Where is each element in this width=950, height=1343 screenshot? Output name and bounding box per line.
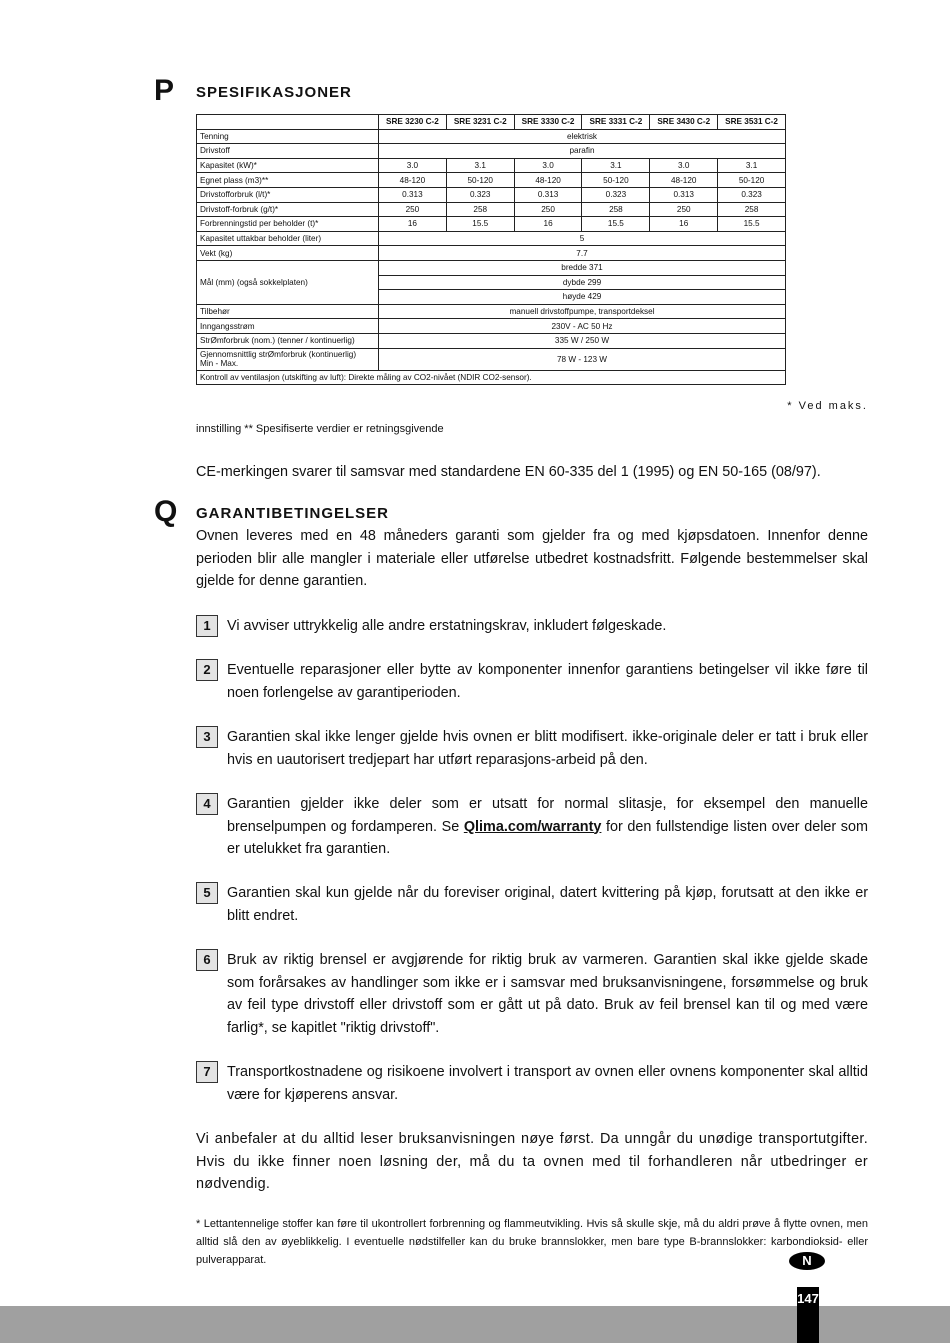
row-value: 7.7 <box>379 246 786 261</box>
model-header: SRE 3430 C-2 <box>650 115 718 130</box>
row-value: 230V - AC 50 Hz <box>379 319 786 334</box>
closing-paragraph: Vi anbefaler at du alltid leser bruksanvisningen nøye først. Da unngår du unødige transportutgifter. Hvis du ikke finner noen løsning der, må du ta ovnen med til forhandleren når utbedringer er nødvendig. <box>196 1131 868 1192</box>
row-value: 48-120 <box>379 173 447 188</box>
warranty-item-text: Vi avviser uttrykkelig alle andre erstatningskrav, inkludert følgeskade. <box>227 618 667 634</box>
row-value: 16 <box>379 217 447 232</box>
row-label-line: Gjennomsnittlig strØmforbruk (kontinuerlig) <box>200 349 357 359</box>
table-row <box>197 144 786 159</box>
row-value: 0.313 <box>514 187 582 202</box>
row-value: 15.5 <box>582 217 650 232</box>
row-value: 0.323 <box>582 187 650 202</box>
row-value: 250 <box>514 202 582 217</box>
warranty-item-text: Garantien skal ikke lenger gjelde hvis ovnen er blitt modifisert. ikke-originale deler er tatt i bruk eller hvis en uautorisert tredjepart har utført reparasjons-arbeid på den. <box>227 729 868 768</box>
ce-marking-text: CE-merkingen svarer til samsvar med standardene EN 60-335 del 1 (1995) og EN 50-165 (08/97). <box>196 464 821 480</box>
row-value: 16 <box>514 217 582 232</box>
table-row <box>197 304 786 319</box>
section-letter-q: Q <box>154 495 178 528</box>
language-badge: N <box>789 1252 825 1270</box>
table-row <box>197 202 786 217</box>
row-value: manuell drivstoffpumpe, transportdeksel <box>379 304 786 319</box>
row-value: 78 W - 123 W <box>379 348 786 370</box>
specifications-table <box>196 114 786 385</box>
table-row <box>197 129 786 144</box>
row-value: 3.0 <box>514 158 582 173</box>
row-label: Tenning <box>197 129 379 144</box>
row-value: 258 <box>446 202 514 217</box>
row-value: 0.323 <box>446 187 514 202</box>
row-value: 3.0 <box>379 158 447 173</box>
row-label: Drivstoff <box>197 144 379 159</box>
table-header-row <box>197 115 786 130</box>
row-label: StrØmforbruk (nom.) (tenner / kontinuerlig) <box>197 333 379 348</box>
item-number-badge: 2 <box>196 659 218 681</box>
row-value: 250 <box>379 202 447 217</box>
row-label: Vekt (kg) <box>197 246 379 261</box>
table-row <box>197 333 786 348</box>
row-value: 3.1 <box>582 158 650 173</box>
row-label: Egnet plass (m3)** <box>197 173 379 188</box>
row-value: 258 <box>718 202 786 217</box>
model-header: SRE 3531 C-2 <box>718 115 786 130</box>
row-value: 5 <box>379 231 786 246</box>
warranty-item-text: Garantien skal kun gjelde når du foreviser original, datert kvittering på kjøp, forutsatt at den ikke er blitt endret. <box>227 885 868 924</box>
row-label: Forbrenningstid per beholder (t)* <box>197 217 379 232</box>
row-value: 48-120 <box>650 173 718 188</box>
section-title-spesifikasjoner: SPESIFIKASJONER <box>196 84 352 101</box>
row-value: 335 W / 250 W <box>379 333 786 348</box>
row-label <box>197 348 379 370</box>
row-label: Tilbehør <box>197 304 379 319</box>
warranty-item-text <box>227 793 868 861</box>
row-value: 3.1 <box>718 158 786 173</box>
row-value: 0.313 <box>650 187 718 202</box>
row-value: 15.5 <box>718 217 786 232</box>
row-value: 250 <box>650 202 718 217</box>
row-value: 258 <box>582 202 650 217</box>
table-footer-note: Kontroll av ventilasjon (utskifting av luft): Direkte måling av CO2-nivået (NDIR CO2-sensor). <box>197 370 786 385</box>
warranty-link[interactable]: Qlima.com/warranty <box>463 818 602 835</box>
item-text-part: Garantien gjelder ikke deler som er utsatt for normal slitasje, for eksempel den manuelle brenselpumpen og fordamperen. Se <box>227 796 868 835</box>
item-number-badge: 7 <box>196 1061 218 1083</box>
row-label: Mål (mm) (også sokkelplaten) <box>197 260 379 304</box>
row-value: 3.0 <box>650 158 718 173</box>
model-header: SRE 3230 C-2 <box>379 115 447 130</box>
section-title-garantibetingelser: GARANTIBETINGELSER <box>196 505 390 522</box>
table-row <box>197 231 786 246</box>
note-left: innstilling ** Spesifiserte verdier er retningsgivende <box>196 423 444 435</box>
row-value: 0.313 <box>379 187 447 202</box>
row-value: 3.1 <box>446 158 514 173</box>
table-row <box>197 187 786 202</box>
row-value: elektrisk <box>379 129 786 144</box>
row-value: 16 <box>650 217 718 232</box>
row-value: 15.5 <box>446 217 514 232</box>
note-right: * Ved maks. <box>787 400 868 412</box>
page-number-tab <box>797 1287 819 1343</box>
row-value: dybde 299 <box>379 275 786 290</box>
row-value: bredde 371 <box>379 260 786 275</box>
row-value: 50-120 <box>718 173 786 188</box>
table-row <box>197 260 786 275</box>
table-row <box>197 217 786 232</box>
table-row <box>197 348 786 370</box>
page-number: 147 <box>797 1291 819 1306</box>
table-row <box>197 246 786 261</box>
row-label: Drivstoff-forbruk (g/t)* <box>197 202 379 217</box>
row-value: 50-120 <box>582 173 650 188</box>
item-number-badge: 1 <box>196 615 218 637</box>
table-corner-cell <box>197 115 379 130</box>
table-row <box>197 370 786 385</box>
row-value: 0.323 <box>718 187 786 202</box>
item-number-badge: 6 <box>196 949 218 971</box>
table-row <box>197 319 786 334</box>
model-header: SRE 3330 C-2 <box>514 115 582 130</box>
warranty-item-text: Bruk av riktig brensel er avgjørende for riktig bruk av varmeren. Garantien skal ikke gjelde skade som forårsakes av handlinger som ikke er i samsvar med bruksanvisningene, forsømmelse og bruk av feil type drivstoff eller drivstoff som er gått ut på dato. Bruk av feil brensel kan til og med være farlig*, se kapitlet "riktig drivstoff". <box>227 952 868 1036</box>
model-header: SRE 3231 C-2 <box>446 115 514 130</box>
item-number-badge: 5 <box>196 882 218 904</box>
row-value: 50-120 <box>446 173 514 188</box>
row-value: parafin <box>379 144 786 159</box>
warranty-item-text: Transportkostnadene og risikoene involvert i transport av ovnen eller ovnens komponenter skal alltid være for kjøperens ansvar. <box>227 1064 868 1103</box>
footnote: * Lettantennelige stoffer kan føre til ukontrollert forbrenning og flammeutvikling. Hvis så skulle skje, må du aldri prøve å flytte ovnen, men alltid slå den av øyeblikkelig. I eventuelle nødstilfeller kan du bruke brannslokker, men bare type B-brannslokker: karbondioksid- eller pulverapparat. <box>196 1218 868 1266</box>
warranty-item-text: Eventuelle reparasjoner eller bytte av komponenter innenfor garantiens betingelser vil ikke føre til noen forlengelse av garantiperioden. <box>227 662 868 701</box>
row-value: 48-120 <box>514 173 582 188</box>
item-number-badge: 3 <box>196 726 218 748</box>
row-label: Kapasitet uttakbar beholder (liter) <box>197 231 379 246</box>
warranty-intro: Ovnen leveres med en 48 måneders garanti som gjelder fra og med kjøpsdatoen. Innenfor denne perioden blir alle mangler i materiale eller utførelse utbedret kostnadsfritt. Følgende bestemmelser skal gjelde for denne garantien. <box>196 528 868 589</box>
row-value: høyde 429 <box>379 290 786 305</box>
model-header: SRE 3331 C-2 <box>582 115 650 130</box>
row-label: Drivstofforbruk (l/t)* <box>197 187 379 202</box>
table-row <box>197 173 786 188</box>
row-label: Kapasitet (kW)* <box>197 158 379 173</box>
table-row <box>197 158 786 173</box>
row-label-line: Min - Max. <box>200 359 239 368</box>
item-number-badge: 4 <box>196 793 218 815</box>
item-text-part: for den fullstendige listen over deler som er utelukket fra garantien. <box>227 818 868 857</box>
row-label: Inngangsstrøm <box>197 319 379 334</box>
section-letter-p: P <box>154 74 175 107</box>
